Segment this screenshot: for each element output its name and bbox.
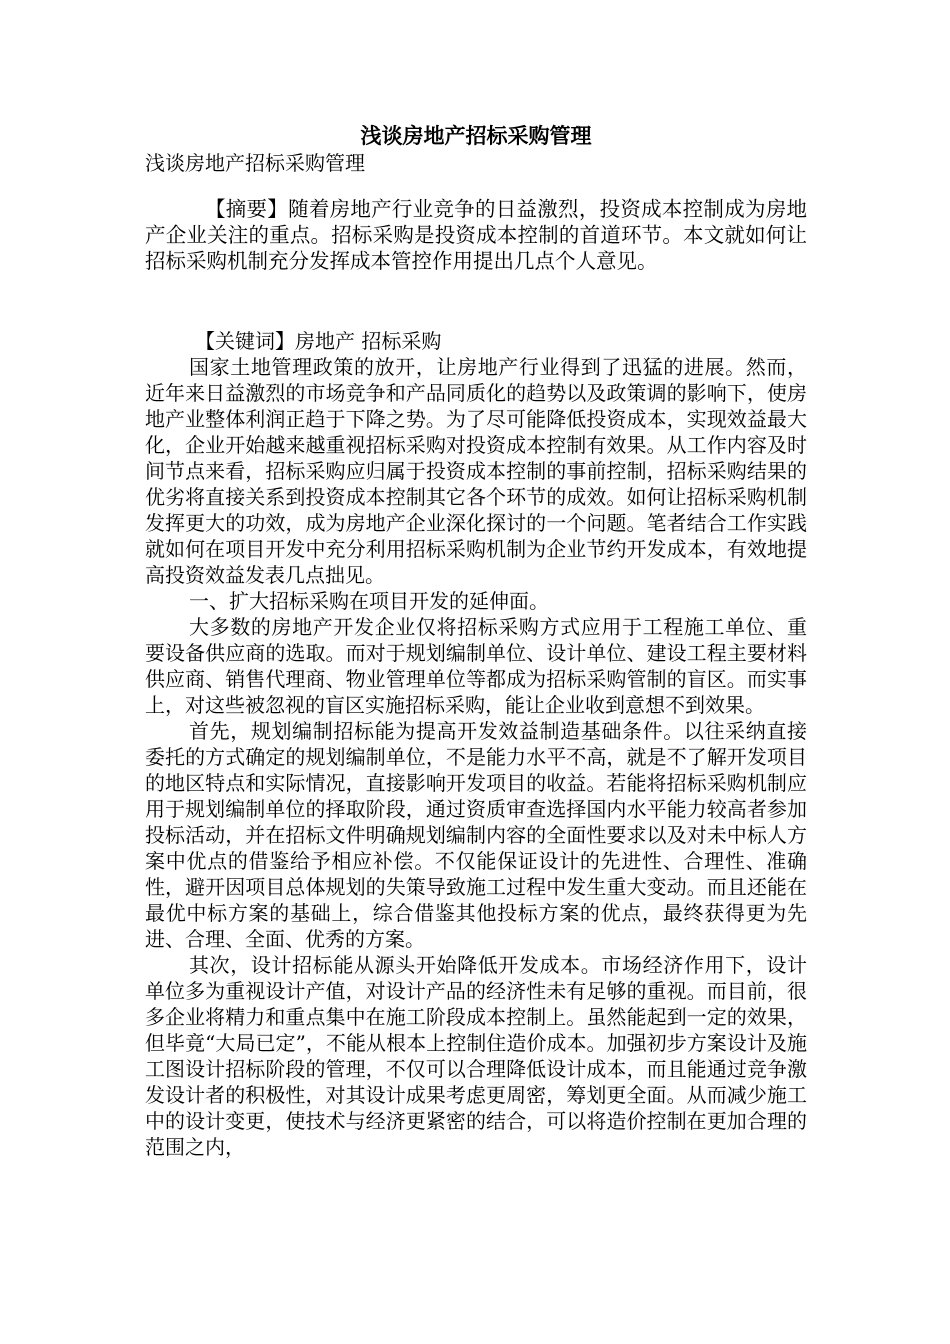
document-body <box>145 122 807 1160</box>
document-subtitle: 浅谈房地产招标采购管理 <box>145 151 365 175</box>
body-paragraph: 大多数的房地产开发企业仅将招标采购方式应用于工程施工单位、重要设备供应商的选取。而对于规划编制单位、设计单位、建设工程主要材料供应商、销售代理商、物业管理单位等都成为招标采购管制的盲区。而实事上，对这些被忽视的盲区实施招标采购，能让企业收到意想不到效果。 <box>145 615 807 717</box>
section-heading: 一、扩大招标采购在项目开发的延伸面。 <box>189 589 549 613</box>
keywords-line: 【关键词】房地产 招标采购 <box>195 329 442 353</box>
abstract-paragraph: 【摘要】随着房地产行业竞争的日益激烈，投资成本控制成为房地产企业关注的重点。招标采购是投资成本控制的首道环节。本文就如何让招标采购机制充分发挥成本管控作用提出几点个人意见。 <box>145 197 807 273</box>
body-paragraph: 首先，规划编制招标能为提高开发效益制造基础条件。以往采纳直接委托的方式确定的规划编制单位，不是能力水平不高，就是不了解开发项目的地区特点和实际情况，直接影响开发项目的收益。若能将招标采购机制应用于规划编制单位的择取阶段，通过资质审查选择国内水平能力较高者参加投标活动，并在招标文件明确规划编制内容的全面性要求以及对未中标人方案中优点的借鉴给予相应补偿。不仅能保证设计的先进性、合理性、准确性，避开因项目总体规划的失策导致施工过程中发生重大变动。而且还能在最优中标方案的基础上，综合借鉴其他投标方案的优点，最终获得更为先进、合理、全面、优秀的方案。 <box>145 719 807 951</box>
body-paragraph: 国家土地管理政策的放开，让房地产行业得到了迅猛的进展。然而，近年来日益激烈的市场竞争和产品同质化的趋势以及政策调的影响下，使房地产业整体利润正趋于下降之势。为了尽可能降低投资成本，实现效益最大化，企业开始越来越重视招标采购对投资成本控制有效果。从工作内容及时间节点来看，招标采购应归属于投资成本控制的事前控制，招标采购结果的优劣将直接关系到投资成本控制其它各个环节的成效。如何让招标采购机制发挥更大的功效，成为房地产企业深化探讨的一个问题。笔者结合工作实践就如何在项目开发中充分利用招标采购机制为企业节约开发成本，有效地提高投资效益发表几点拙见。 <box>145 355 807 587</box>
body-paragraph: 其次，设计招标能从源头开始降低开发成本。市场经济作用下，设计单位多为重视设计产值，对设计产品的经济性未有足够的重视。而目前，很多企业将精力和重点集中在施工阶段成本控制上。虽然能起到一定的效果，但毕竟“大局已定”，不能从根本上控制住造价成本。加强初步方案设计及施工图设计招标阶段的管理，不仅可以合理降低设计成本，而且能通过竞争激发设计者的积极性，对其设计成果考虑更周密，筹划更全面。从而减少施工中的设计变更，使技术与经济更紧密的结合，可以将造价控制在更加合理的范围之内， <box>145 953 807 1159</box>
document-title: 浅谈房地产招标采购管理 <box>360 123 592 148</box>
